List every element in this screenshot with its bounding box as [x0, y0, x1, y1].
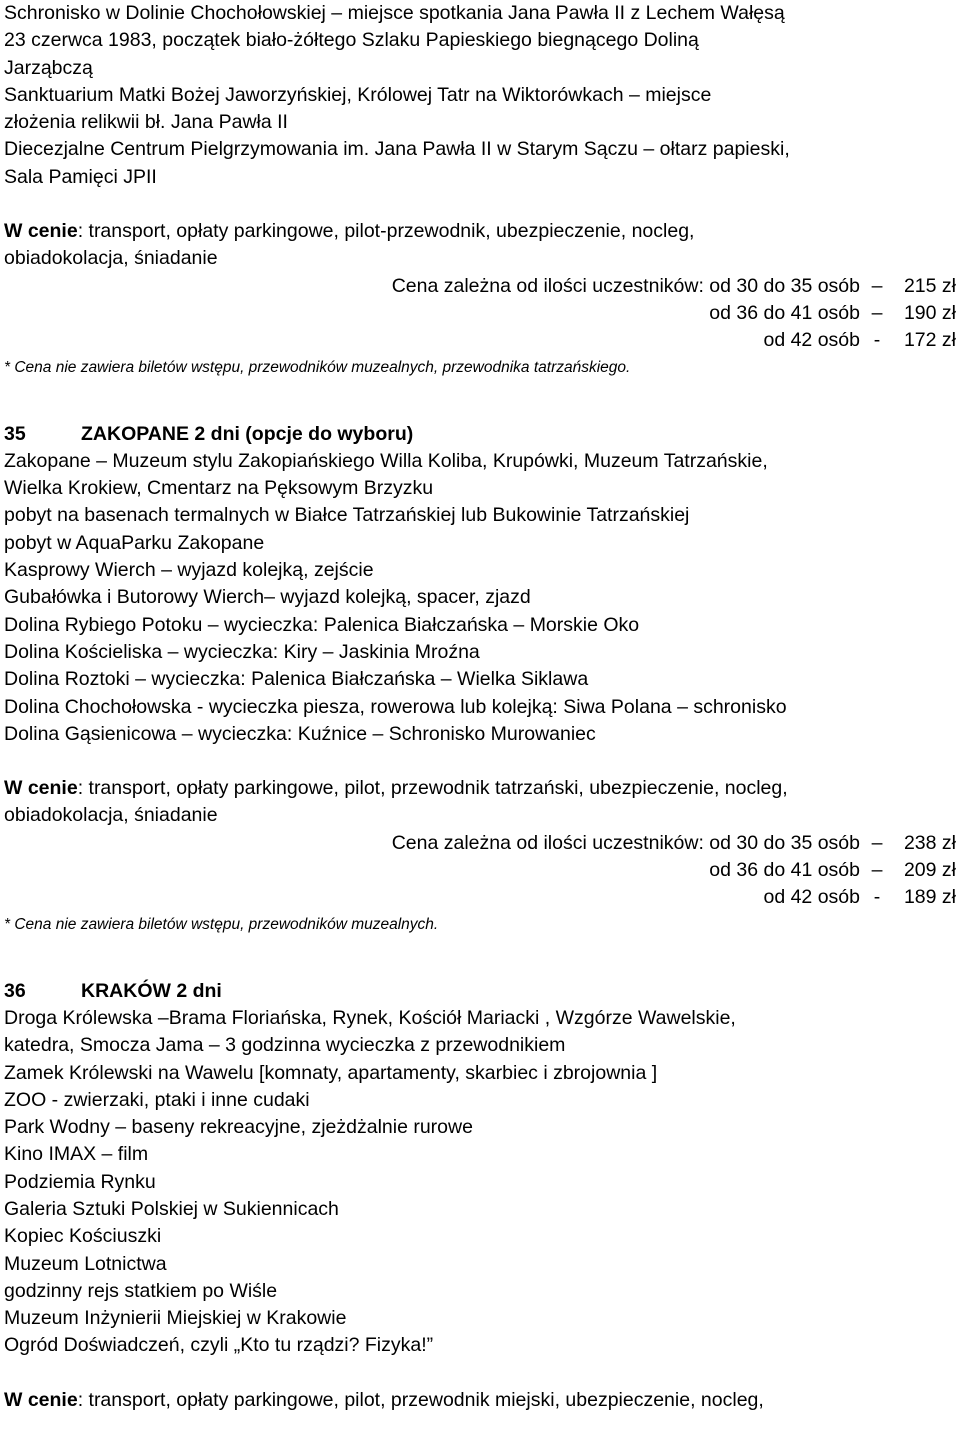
itinerary-line: Muzeum Inżynierii Miejskiej w Krakowie: [4, 1307, 347, 1330]
price-row: od 36 do 41 osób – 209 zł: [4, 857, 956, 884]
section-heading: [4, 421, 956, 448]
includes-text: : transport, opłaty parkingowe, pilot, przewodnik miejski, ubezpieczenie, nocleg,: [77, 1388, 764, 1411]
intro-line: Sanktuarium Matki Bożej Jaworzyńskiej, Królowej Tatr na Wiktorówkach – miejsce: [4, 83, 712, 106]
intro-line: Diecezjalne Centrum Pielgrzymowania im. Jana Pawła II w Starym Sączu – ołtarz papieski,: [4, 138, 790, 161]
includes-line: [4, 775, 956, 802]
price-row: Cena zależna od ilości uczestników: od 30 do 35 osób – 215 zł: [4, 273, 956, 300]
intro-line: Jarząbczą: [4, 56, 93, 79]
itinerary-line: Ogród Doświadczeń, czyli „Kto tu rządzi? Fizyka!”: [4, 1334, 434, 1357]
section-35: [4, 421, 956, 936]
price-row: od 42 osób - 172 zł: [4, 327, 956, 354]
price-row: od 36 do 41 osób – 190 zł: [4, 300, 956, 327]
itinerary-line: katedra, Smocza Jama – 3 godzinna wycieczka z przewodnikiem: [4, 1034, 566, 1057]
itinerary-line: ZOO - zwierzaki, ptaki i inne cudaki: [4, 1088, 310, 1111]
itinerary-line: Zakopane – Muzeum stylu Zakopiańskiego Willa Koliba, Krupówki, Muzeum Tatrzańskie,: [4, 449, 768, 472]
price-value: 215 zł: [903, 274, 956, 297]
includes-label: W cenie: [4, 777, 78, 800]
section-number: 35: [4, 422, 26, 445]
price-note: * Cena nie zawiera biletów wstępu, przewodników muzealnych, przewodnika tatrzańskiego.: [4, 358, 631, 376]
itinerary-line: Droga Królewska –Brama Floriańska, Rynek, Kościół Mariacki , Wzgórze Wawelskie,: [4, 1006, 736, 1029]
itinerary-line: Galeria Sztuki Polskiej w Sukiennicach: [4, 1197, 339, 1220]
price-row: Cena zależna od ilości uczestników: od 30 do 35 osób – 238 zł: [4, 830, 956, 857]
itinerary-line: godzinny rejs statkiem po Wiśle: [4, 1279, 278, 1302]
includes-line: [4, 218, 956, 245]
itinerary-line: Zamek Królewski na Wawelu [komnaty, apartamenty, skarbiec i zbrojownia ]: [4, 1061, 658, 1084]
itinerary-line: Muzeum Lotnictwa: [4, 1252, 167, 1275]
price-value: 172 zł: [903, 329, 956, 352]
itinerary-line: Park Wodny – baseny rekreacyjne, zjeżdżalnie rurowe: [4, 1116, 473, 1139]
itinerary-line: Dolina Chochołowska - wycieczka piesza, rowerowa lub kolejką: Siwa Polana – schronisko: [4, 695, 787, 718]
itinerary-line: Wielka Krokiew, Cmentarz na Pęksowym Brzyzku: [4, 477, 434, 500]
price-row: od 42 osób - 189 zł: [4, 884, 956, 911]
section-number: 36: [4, 979, 26, 1002]
includes-label: W cenie: [4, 220, 78, 243]
includes-text: : transport, opłaty parkingowe, pilot-przewodnik, ubezpieczenie, nocleg,: [77, 220, 695, 243]
itinerary-line: Kopiec Kościuszki: [4, 1225, 162, 1248]
intro-line: Sala Pamięci JPII: [4, 165, 157, 188]
section-title: ZAKOPANE 2 dni (opcje do wyboru): [81, 422, 414, 445]
intro-line: 23 czerwca 1983, początek biało-żółtego Szlaku Papieskiego biegnącego Doliną: [4, 29, 699, 52]
itinerary-line: Dolina Roztoki – wycieczka: Palenica Białczańska – Wielka Siklawa: [4, 668, 589, 691]
itinerary-line: pobyt na basenach termalnych w Białce Tatrzańskiej lub Bukowinie Tatrzańskiej: [4, 504, 690, 527]
itinerary-line: Dolina Rybiego Potoku – wycieczka: Palenica Białczańska – Morskie Oko: [4, 613, 640, 636]
itinerary-line: Kino IMAX – film: [4, 1143, 149, 1166]
section-heading: [4, 978, 956, 1005]
price-note: * Cena nie zawiera biletów wstępu, przewodników muzealnych.: [4, 915, 439, 933]
includes-text-cont: obiadokolacja, śniadanie: [4, 247, 218, 270]
price-value: 209 zł: [903, 859, 956, 882]
itinerary-line: Gubałówka i Butorowy Wierch– wyjazd kolejką, spacer, zjazd: [4, 586, 531, 609]
includes-text-cont: obiadokolacja, śniadanie: [4, 804, 218, 827]
intro-section: [4, 0, 956, 191]
itinerary-line: Dolina Kościeliska – wycieczka: Kiry – Jaskinia Mroźna: [4, 640, 480, 663]
price-block-1: [4, 218, 956, 378]
includes-line: [4, 1387, 956, 1414]
itinerary-line: pobyt w AquaParku Zakopane: [4, 531, 265, 554]
section-title: KRAKÓW 2 dni: [81, 979, 222, 1002]
intro-line: Schronisko w Dolinie Chochołowskiej – miejsce spotkania Jana Pawła II z Lechem Wałęsą: [4, 2, 785, 24]
includes-text: : transport, opłaty parkingowe, pilot, przewodnik tatrzański, ubezpieczenie, nocleg,: [77, 777, 788, 800]
itinerary-line: Podziemia Rynku: [4, 1170, 156, 1193]
price-value: 189 zł: [903, 886, 956, 909]
price-value: 238 zł: [903, 831, 956, 854]
section-36: [4, 978, 956, 1414]
price-value: 190 zł: [903, 301, 956, 324]
itinerary-line: Kasprowy Wierch – wyjazd kolejką, zejście: [4, 559, 374, 582]
intro-line: złożenia relikwii bł. Jana Pawła II: [4, 111, 288, 134]
includes-label: W cenie: [4, 1388, 78, 1411]
itinerary-line: Dolina Gąsienicowa – wycieczka: Kuźnice – Schronisko Murowaniec: [4, 722, 596, 745]
